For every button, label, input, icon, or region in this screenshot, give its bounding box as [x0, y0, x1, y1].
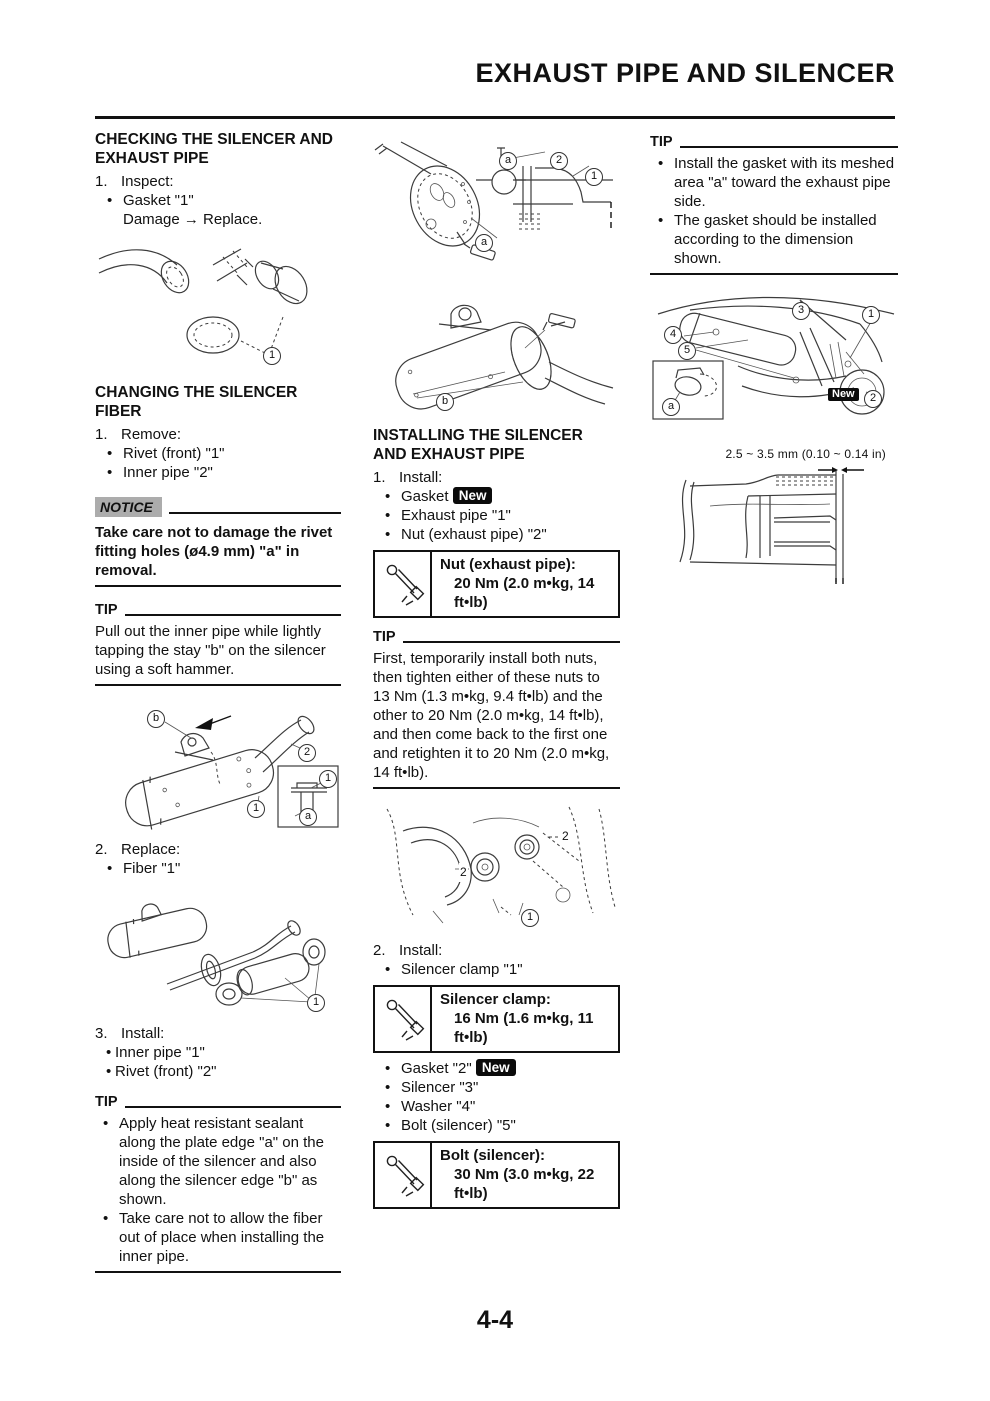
torque-value: 30 Nm (3.0 m•kg, 22 ft•lb): [454, 1166, 595, 1202]
callout-2: 2: [298, 744, 316, 762]
tip-header: [95, 601, 341, 619]
tip-label: TIP: [95, 1094, 118, 1110]
step-result: Damage → Replace.: [123, 211, 263, 228]
list-item: • Washer "4": [373, 1097, 620, 1116]
rule: [650, 273, 898, 275]
callout-3: 3: [792, 302, 810, 320]
rule: [95, 585, 341, 587]
notice-rule: [169, 512, 341, 514]
torque-value: 20 Nm (2.0 m•kg, 14 ft•lb): [454, 575, 595, 611]
callout-1: 1: [521, 909, 539, 927]
exhaust-parts-illustration: [95, 237, 341, 371]
page-title: EXHAUST PIPE AND SILENCER: [475, 58, 895, 88]
list-item-gasket2: • Gasket "2" New: [373, 1059, 620, 1078]
column-middle: [373, 140, 620, 1209]
callout-2: 2: [459, 863, 468, 882]
torque-wrench-icon: [375, 552, 432, 616]
list-item: • Inner pipe "2": [95, 463, 341, 482]
tip-item: • Install the gasket with its meshed area "a" toward the exhaust pipe side.: [650, 154, 898, 211]
section-heading-checking: CHECKING THE SILENCER AND EXHAUST PIPE: [95, 131, 333, 167]
fiber-parts-illustration: [95, 886, 341, 1012]
tip-rule: [125, 614, 341, 616]
callout-1: 1: [263, 347, 281, 365]
tip-rule: [125, 1106, 341, 1108]
list-item: • Silencer clamp "1": [373, 960, 620, 979]
figure-sealant-plate-edge: [373, 140, 620, 286]
callout-b: b: [436, 393, 454, 411]
list-item: • Silencer "3": [373, 1078, 620, 1097]
inset-callout-a: a: [662, 398, 680, 416]
tip-rule: [403, 641, 620, 643]
inset-callout-1: 1: [319, 770, 337, 788]
tip-text: Pull out the inner pipe while lightly tapping the stay "b" on the silencer using a soft hammer.: [95, 623, 326, 678]
section-heading-installing: INSTALLING THE SILENCER AND EXHAUST PIPE: [373, 427, 583, 463]
rule: [373, 787, 620, 789]
engine-exhaust-illustration: [373, 803, 620, 933]
callout-1: 1: [862, 306, 880, 324]
list-item: • Rivet (front) "1": [95, 444, 341, 463]
tip-rule: [680, 146, 898, 148]
tip-item: • Apply heat resistant sealant along the plate edge "a" on the inside of the silencer and also along the silencer edge "b" as shown.: [95, 1114, 341, 1209]
tip-label: TIP: [650, 134, 673, 150]
callout-4: 4: [664, 326, 682, 344]
figure-silencer-gasket-check: [95, 237, 341, 371]
callout-2: 2: [561, 827, 570, 846]
page-number: 4-4: [476, 1306, 514, 1334]
torque-spec-nut: [373, 550, 620, 618]
torque-spec-clamp: [373, 985, 620, 1053]
notice-text: Take care not to damage the rivet fitting holes (ø4.9 mm) "a" in removal.: [95, 524, 333, 579]
callout-1: 1: [585, 168, 603, 186]
tip-text: First, temporarily install both nuts, then tighten either of these nuts to 13 Nm (1.3 m•kg, 9.4 ft•lb) and the other to 20 Nm (2.0 m•kg, 14 ft•lb), and then come back to the first one and retighten it to 20 Nm (2.0 m•kg, 14 ft•lb).: [373, 650, 610, 781]
torque-wrench-icon: [375, 987, 432, 1051]
section-heading-changing: CHANGING THE SILENCER FIBER: [95, 384, 298, 420]
torque-spec-bolt: [373, 1141, 620, 1209]
list-item-gasket: • Gasket New: [373, 487, 620, 506]
tip-header: [95, 1093, 341, 1111]
tip-label: TIP: [373, 629, 396, 645]
step-inspect: 1. Inspect:: [95, 173, 174, 190]
callout-2: 2: [864, 390, 882, 408]
torque-value: 16 Nm (1.6 m•kg, 11 ft•lb): [454, 1010, 594, 1046]
tip-header: [373, 628, 620, 646]
tip-header: [650, 133, 898, 151]
rule: [95, 684, 341, 686]
torque-text: [432, 552, 618, 616]
torque-text: [432, 987, 618, 1051]
figure-silencer-tapping: [95, 700, 341, 832]
dimension-illustration: [650, 466, 898, 588]
torque-name: Bolt (silencer):: [440, 1147, 546, 1164]
figure-exhaust-ports: [373, 803, 620, 933]
torque-name: Nut (exhaust pipe):: [440, 556, 576, 573]
list-item: • Inner pipe "1": [95, 1043, 341, 1062]
new-badge: New: [828, 388, 859, 401]
sealant-edge-illustration: [373, 286, 620, 412]
step-replace: 2. Replace:: [95, 841, 181, 858]
torque-wrench-icon: [375, 1143, 432, 1207]
inset-callout-a: a: [299, 808, 317, 826]
torque-name: Silencer clamp:: [440, 991, 551, 1008]
callout-a: a: [475, 234, 493, 252]
callout-5: 5: [678, 342, 696, 360]
column-left: [95, 130, 341, 1273]
new-badge: New: [476, 1059, 516, 1076]
list-item: • Fiber "1": [95, 859, 341, 878]
callout-2: 2: [550, 152, 568, 170]
header-rule: [95, 116, 895, 119]
list-item: • Rivet (front) "2": [95, 1062, 341, 1081]
list-item: • Nut (exhaust pipe) "2": [373, 525, 620, 544]
callout-a: a: [499, 152, 517, 170]
step-install: 3. Install:: [95, 1025, 165, 1042]
tip-item: • Take care not to allow the fiber out of place when installing the inner pipe.: [95, 1209, 341, 1266]
list-item: • Bolt (silencer) "5": [373, 1116, 620, 1135]
callout-1: 1: [247, 800, 265, 818]
step-install-2: 2. Install:: [373, 942, 443, 959]
column-right: [650, 133, 898, 588]
torque-text: [432, 1143, 618, 1207]
step-install-1: 1. Install:: [373, 469, 443, 486]
new-badge: New: [453, 487, 493, 504]
callout-b: b: [147, 710, 165, 728]
tip-label: TIP: [95, 602, 118, 618]
notice-header: [95, 497, 341, 517]
tip-item: • The gasket should be installed according to the dimension shown.: [650, 211, 898, 268]
callout-1: 1: [307, 994, 325, 1012]
figure-silencer-assembly: [650, 288, 898, 423]
figure-gasket-dimension: [650, 466, 898, 588]
sealant-plate-illustration: [373, 140, 620, 286]
figure-sealant-silencer-edge: [373, 286, 620, 412]
figure-fiber-parts: [95, 886, 341, 1012]
list-item: • Exhaust pipe "1": [373, 506, 620, 525]
rule: [95, 1271, 341, 1273]
notice-badge: NOTICE: [95, 497, 162, 517]
step-remove: 1. Remove:: [95, 426, 182, 443]
list-item: • Gasket "1": [95, 191, 341, 210]
dimension-label: 2.5 ~ 3.5 mm (0.10 ~ 0.14 in): [725, 447, 886, 461]
